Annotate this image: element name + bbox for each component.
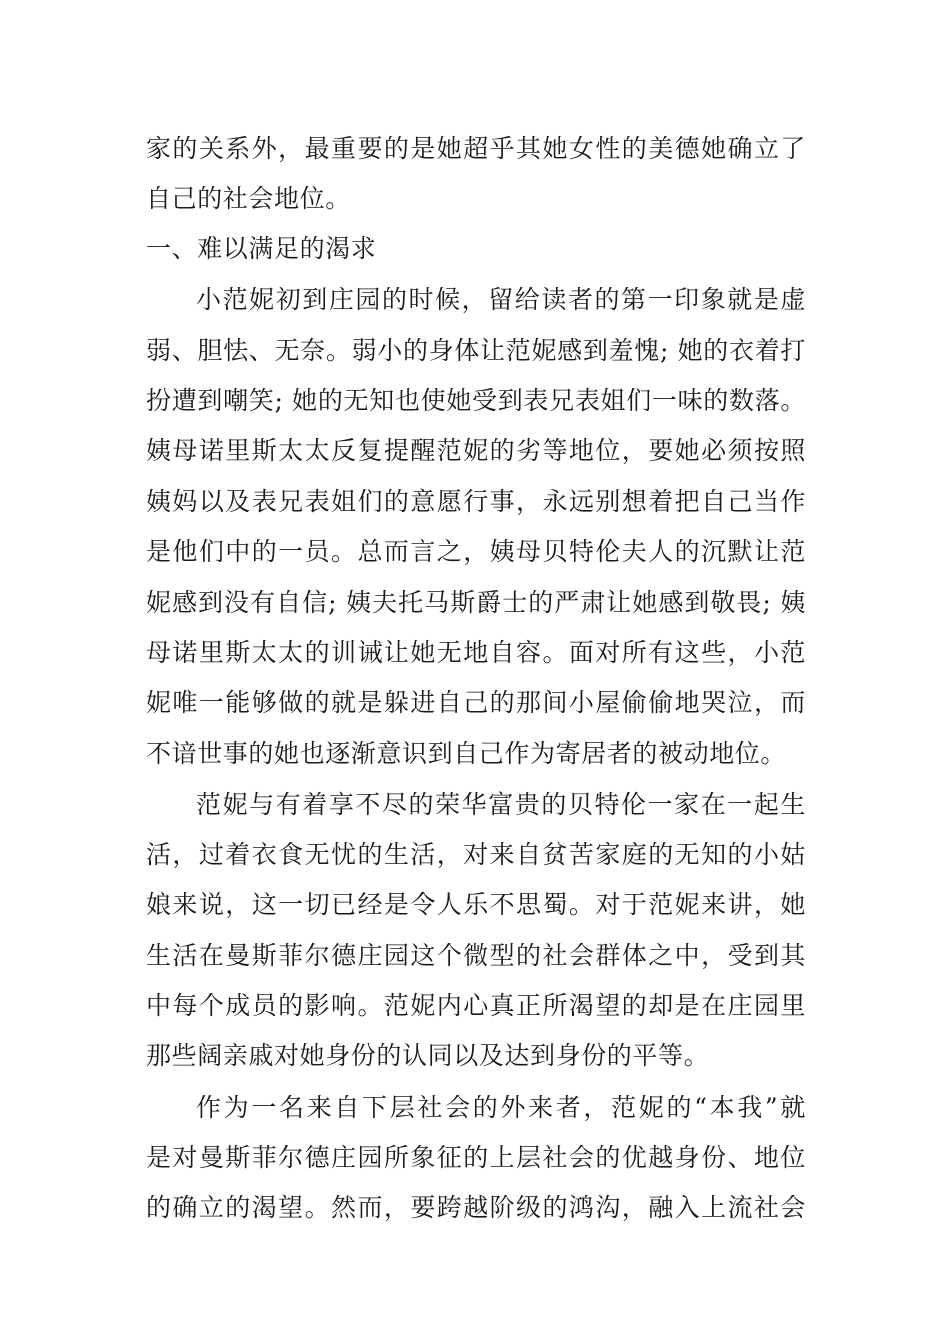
text-line: 姨妈以及表兄表姐们的意愿行事，永远别想着把自己当作 <box>146 487 806 516</box>
text-line: 小范妮初到庄园的时候，留给读者的第一印象就是虚 <box>196 285 806 314</box>
text-line: 活，过着衣食无忧的生活，对来自贫苦家庭的无知的小姑 <box>146 840 806 869</box>
text-line: 的确立的渴望。然而，要跨越阶级的鸿沟，融入上流社会 <box>146 1193 806 1222</box>
text-line: 生活在曼斯菲尔德庄园这个微型的社会群体之中，受到其 <box>146 941 806 970</box>
text-line: 是对曼斯菲尔德庄园所象征的上层社会的优越身份、地位 <box>146 1143 806 1172</box>
text-line: 妮唯一能够做的就是躲进自己的那间小屋偷偷地哭泣，而 <box>146 688 806 717</box>
text-line: 那些阔亲戚对她身份的认同以及达到身份的平等。 <box>146 1041 710 1070</box>
text-line: 娘来说，这一切已经是令人乐不思蜀。对于范妮来讲，她 <box>146 890 806 919</box>
text-line: 中每个成员的影响。范妮内心真正所渴望的却是在庄园里 <box>146 991 806 1020</box>
text-line: 作为一名来自下层社会的外来者，范妮的“本我”就 <box>196 1093 806 1122</box>
text-line: 妮感到没有自信; 姨夫托马斯爵士的严肃让她感到敬畏; 姨 <box>146 588 806 617</box>
text-line: 扮遭到嘲笑; 她的无知也使她受到表兄表姐们一味的数落。 <box>146 386 806 415</box>
text-line: 是他们中的一员。总而言之，姨母贝特伦夫人的沉默让范 <box>146 537 806 566</box>
text-line: 范妮与有着享不尽的荣华富贵的贝特伦一家在一起生 <box>196 790 806 819</box>
text-line: 母诺里斯太太的训诫让她无地自容。面对所有这些，小范 <box>146 638 806 667</box>
text-line: 自己的社会地位。 <box>146 184 351 213</box>
section-heading: 一、难以满足的渴求 <box>146 234 377 263</box>
text-line: 弱、胆怯、无奈。弱小的身体让范妮感到羞愧; 她的衣着打 <box>146 336 806 365</box>
text-line: 家的关系外，最重要的是她超乎其她女性的美德她确立了 <box>146 134 806 163</box>
text-line: 姨母诺里斯太太反复提醒范妮的劣等地位，要她必须按照 <box>146 436 806 465</box>
text-line: 不谙世事的她也逐渐意识到自己作为寄居者的被动地位。 <box>146 739 787 768</box>
